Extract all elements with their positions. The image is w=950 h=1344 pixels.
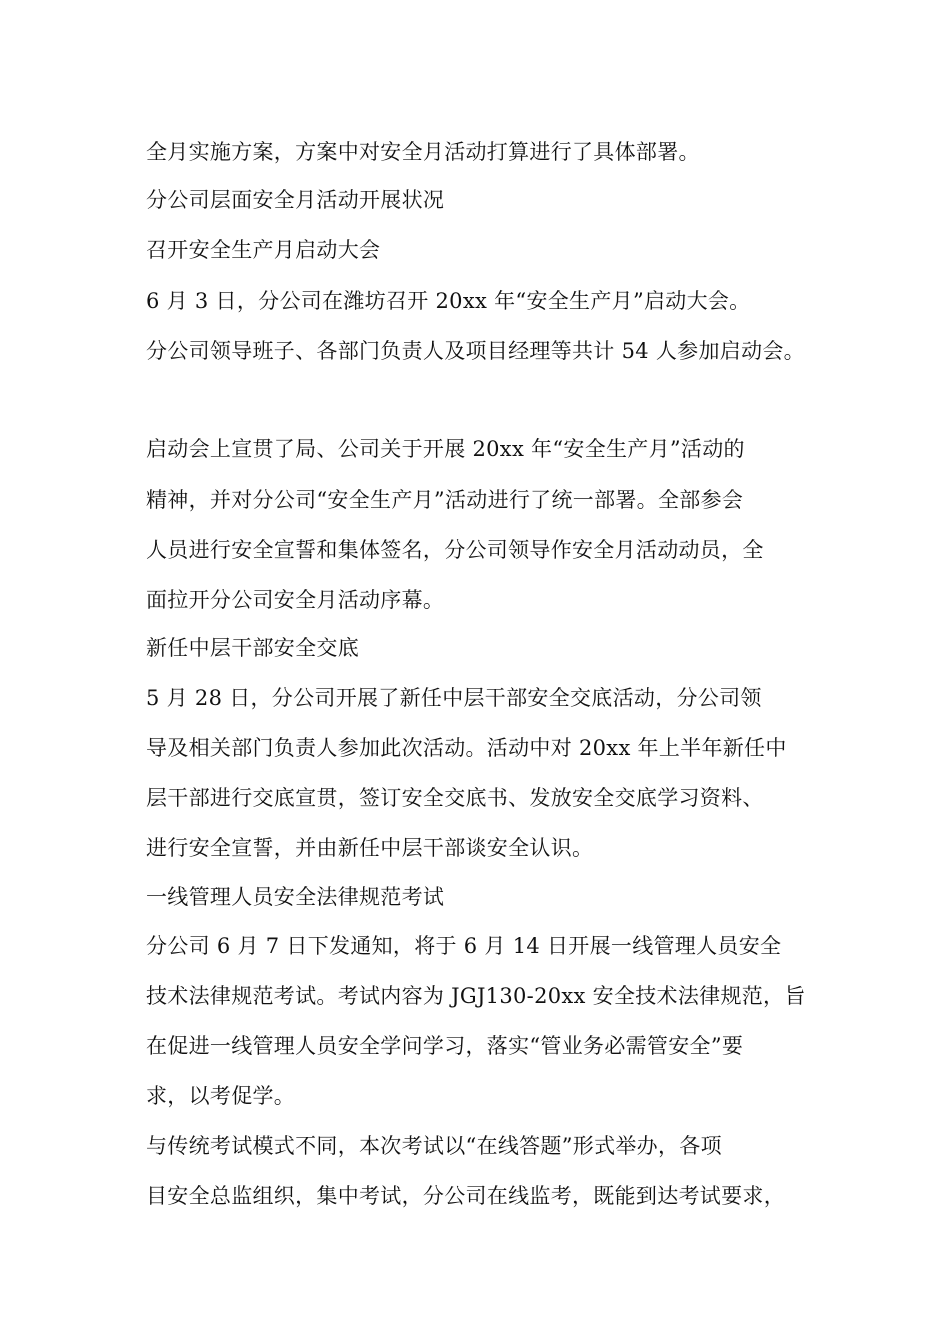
paragraph-line: 5 月 28 日，分公司开展了新任中层干部安全交底活动，分公司领 <box>146 686 762 710</box>
paragraph-line: 求，以考促学。 <box>146 1084 296 1108</box>
section-heading: 召开安全生产月启动大会 <box>146 238 381 262</box>
paragraph-line: 与传统考试模式不同，本次考试以“在线答题”形式举办，各项 <box>146 1134 722 1158</box>
paragraph-line: 进行安全宣誓，并由新任中层干部谈安全认识。 <box>146 836 594 860</box>
section-heading: 新任中层干部安全交底 <box>146 636 359 660</box>
paragraph-line: 导及相关部门负责人参加此次活动。活动中对 20xx 年上半年新任中 <box>146 736 787 760</box>
paragraph-line: 精神，并对分公司“安全生产月”活动进行了统一部署。全部参会 <box>146 488 744 512</box>
paragraph-line: 技术法律规范考试。考试内容为 JGJ130-20xx 安全技术法律规范，旨 <box>146 984 806 1008</box>
paragraph-line: 在促进一线管理人员安全学问学习，落实“管业务必需管安全”要 <box>146 1034 744 1058</box>
paragraph-line: 分公司领导班子、各部门负责人及项目经理等共计 54 人参加启动会。 <box>146 339 805 363</box>
paragraph-line: 全月实施方案，方案中对安全月活动打算进行了具体部署。 <box>146 140 700 164</box>
section-heading: 一线管理人员安全法律规范考试 <box>146 885 445 909</box>
paragraph-line: 目安全总监组织，集中考试，分公司在线监考，既能到达考试要求， <box>146 1184 785 1208</box>
paragraph-line: 启动会上宣贯了局、公司关于开展 20xx 年“安全生产月”活动的 <box>146 437 745 461</box>
paragraph-line: 分公司 6 月 7 日下发通知，将于 6 月 14 日开展一线管理人员安全 <box>146 934 782 958</box>
paragraph-line: 人员进行安全宣誓和集体签名，分公司领导作安全月活动动员，全 <box>146 538 764 562</box>
paragraph-line: 面拉开分公司安全月活动序幕。 <box>146 588 445 612</box>
paragraph-line: 层干部进行交底宣贯，签订安全交底书、发放安全交底学习资料、 <box>146 786 764 810</box>
paragraph-line: 6 月 3 日，分公司在潍坊召开 20xx 年“安全生产月”启动大会。 <box>146 289 751 313</box>
section-heading: 分公司层面安全月活动开展状况 <box>146 188 445 212</box>
